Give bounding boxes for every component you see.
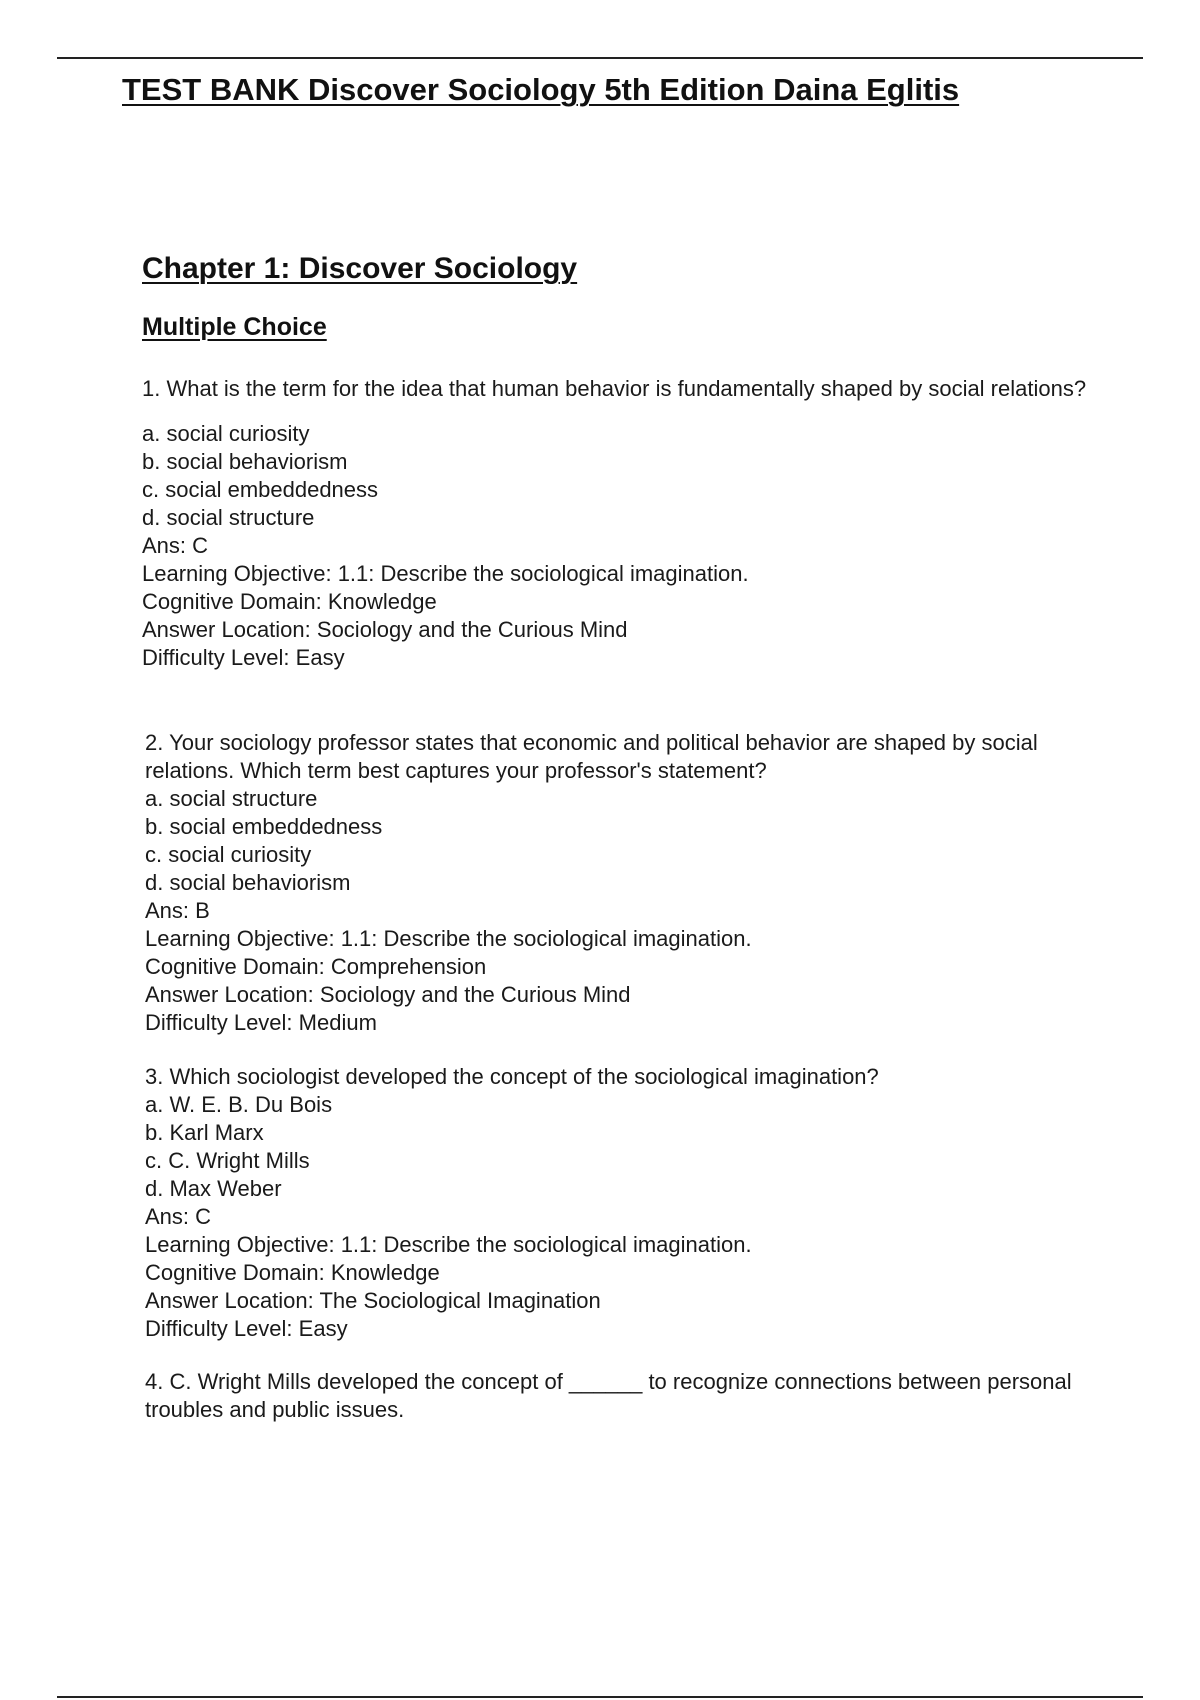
bottom-rule [57,1696,1143,1698]
answer-value: C [192,533,209,558]
difficulty-line [142,644,1102,672]
top-rule [57,57,1143,59]
choice-c: c. social embeddedness [142,477,379,502]
answer-line [142,532,1102,560]
difficulty-line [145,1315,1105,1343]
answer-value: C [195,1204,212,1229]
question-stem: 1. What is the term for the idea that human behavior is fundamentally shaped by social relations? [142,376,1087,401]
learning-objective-label: Learning Objective: [145,926,335,951]
choice-d: d. Max Weber [145,1176,282,1201]
learning-objective-line [142,560,1102,588]
answer-location-label: Answer Location: [145,1288,314,1313]
cognitive-domain-line [145,1259,1105,1287]
answer-label: Ans: [145,1204,190,1229]
answer-choices [142,420,1102,532]
cognitive-domain-label: Cognitive Domain: [145,954,325,979]
answer-label: Ans: [145,898,190,923]
answer-location-label: Answer Location: [145,982,314,1007]
question-4 [145,1368,1105,1424]
answer-location-line [142,616,1102,644]
difficulty-label: Difficulty Level: [145,1316,293,1341]
difficulty-value: Medium [298,1010,377,1035]
choice-b: b. Karl Marx [145,1120,264,1145]
answer-location-value: The Sociological Imagination [319,1288,601,1313]
choice-d: d. social behaviorism [145,870,351,895]
learning-objective-label: Learning Objective: [145,1232,335,1257]
cognitive-domain-value: Comprehension [330,954,487,979]
difficulty-value: Easy [298,1316,348,1341]
answer-label: Ans: [142,533,187,558]
cognitive-domain-label: Cognitive Domain: [145,1260,325,1285]
difficulty-value: Easy [295,645,345,670]
cognitive-domain-line [145,953,1105,981]
answer-location-line [145,1287,1105,1315]
question-stem: 2. Your sociology professor states that economic and political behavior are shaped by social relations. Which term best captures your professor's statement? [145,730,1038,783]
choice-b: b. social embeddedness [145,814,383,839]
question-1 [142,375,1102,672]
question-3 [145,1063,1105,1343]
learning-objective-line [145,1231,1105,1259]
choice-a: a. W. E. B. Du Bois [145,1092,333,1117]
choice-c: c. C. Wright Mills [145,1148,310,1173]
difficulty-label: Difficulty Level: [142,645,290,670]
answer-location-line [145,981,1105,1009]
cognitive-domain-value: Knowledge [327,589,437,614]
difficulty-label: Difficulty Level: [145,1010,293,1035]
question-stem: 4. C. Wright Mills developed the concept of ______ to recognize connections between personal troubles and public issues. [145,1369,1072,1422]
answer-location-value: Sociology and the Curious Mind [319,982,631,1007]
cognitive-domain-value: Knowledge [330,1260,440,1285]
answer-location-value: Sociology and the Curious Mind [316,617,628,642]
document-title: TEST BANK Discover Sociology 5th Edition Daina Eglitis [122,72,960,107]
choice-a: a. social structure [145,786,318,811]
answer-choices [145,1091,1105,1203]
chapter-title: Chapter 1: Discover Sociology [142,252,578,285]
learning-objective-value: 1.1: Describe the sociological imagination. [340,926,752,951]
answer-value: B [195,898,210,923]
choice-b: b. social behaviorism [142,449,348,474]
question-stem: 3. Which sociologist developed the concept of the sociological imagination? [145,1064,879,1089]
choice-c: c. social curiosity [145,842,312,867]
learning-objective-line [145,925,1105,953]
learning-objective-value: 1.1: Describe the sociological imagination. [337,561,749,586]
cognitive-domain-line [142,588,1102,616]
learning-objective-label: Learning Objective: [142,561,332,586]
learning-objective-value: 1.1: Describe the sociological imagination. [340,1232,752,1257]
answer-location-label: Answer Location: [142,617,311,642]
answer-line [145,897,1105,925]
question-2 [145,729,1105,1037]
answer-line [145,1203,1105,1231]
difficulty-line [145,1009,1105,1037]
answer-choices [145,785,1105,897]
choice-d: d. social structure [142,505,315,530]
section-title: Multiple Choice [142,313,327,341]
choice-a: a. social curiosity [142,421,310,446]
cognitive-domain-label: Cognitive Domain: [142,589,322,614]
